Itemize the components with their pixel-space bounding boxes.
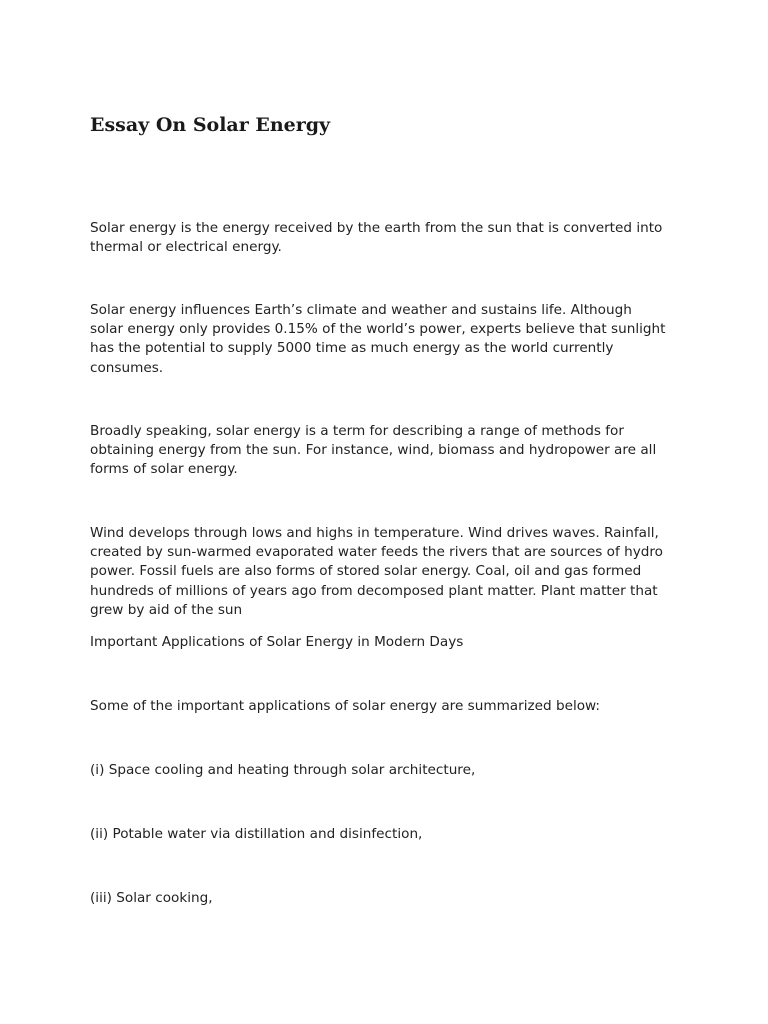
paragraph-line: grew by aid of the sun <box>90 601 243 618</box>
paragraph-line: (i) Space cooling and heating through solar architecture, <box>90 762 476 778</box>
paragraph-line: hundreds of millions of years ago from decomposed plant matter. Plant matter that <box>90 582 658 599</box>
paragraph-line: created by sun-warmed evaporated water feeds the rivers that are sources of hydro <box>90 544 664 561</box>
paragraph-definition <box>90 219 690 257</box>
paragraph-line: thermal or electrical energy. <box>90 239 282 256</box>
paragraph-line: Wind develops through lows and highs in temperature. Wind drives waves. Rainfall, <box>90 525 659 541</box>
paragraph-line: power. Fossil fuels are also forms of stored solar energy. Coal, oil and gas formed <box>90 563 642 580</box>
paragraph-line: Important Applications of Solar Energy in Modern Days <box>90 634 464 650</box>
paragraph-line: Broadly speaking, solar energy is a term for describing a range of methods for <box>90 423 624 439</box>
paragraph-line: obtaining energy from the sun. For instance, wind, biomass and hydropower are all <box>90 442 657 459</box>
paragraph-line: solar energy only provides 0.15% of the world’s power, experts believe that sunlight <box>90 321 666 338</box>
paragraph-wind <box>90 524 690 620</box>
document-title: Essay On Solar Energy <box>90 114 331 136</box>
list-item-space-cooling <box>90 761 690 780</box>
paragraph-line: forms of solar energy. <box>90 461 238 478</box>
paragraph-line: Some of the important applications of solar energy are summarized below: <box>90 698 600 714</box>
paragraph-line: Solar energy is the energy received by the earth from the sun that is converted into <box>90 220 663 236</box>
list-item-solar-cooking <box>90 889 690 908</box>
paragraph-line: has the potential to supply 5000 time as much energy as the world currently <box>90 340 614 357</box>
paragraph-climate <box>90 301 690 378</box>
paragraph-line: Solar energy influences Earth’s climate and weather and sustains life. Although <box>90 302 632 318</box>
paragraph-line: consumes. <box>90 359 164 376</box>
list-item-potable-water <box>90 825 690 844</box>
paragraph-broadly <box>90 422 690 480</box>
paragraph-line: (iii) Solar cooking, <box>90 890 213 906</box>
paragraph-line: (ii) Potable water via distillation and disinfection, <box>90 826 423 842</box>
paragraph-applications-intro <box>90 697 690 716</box>
section-heading-applications <box>90 633 690 652</box>
